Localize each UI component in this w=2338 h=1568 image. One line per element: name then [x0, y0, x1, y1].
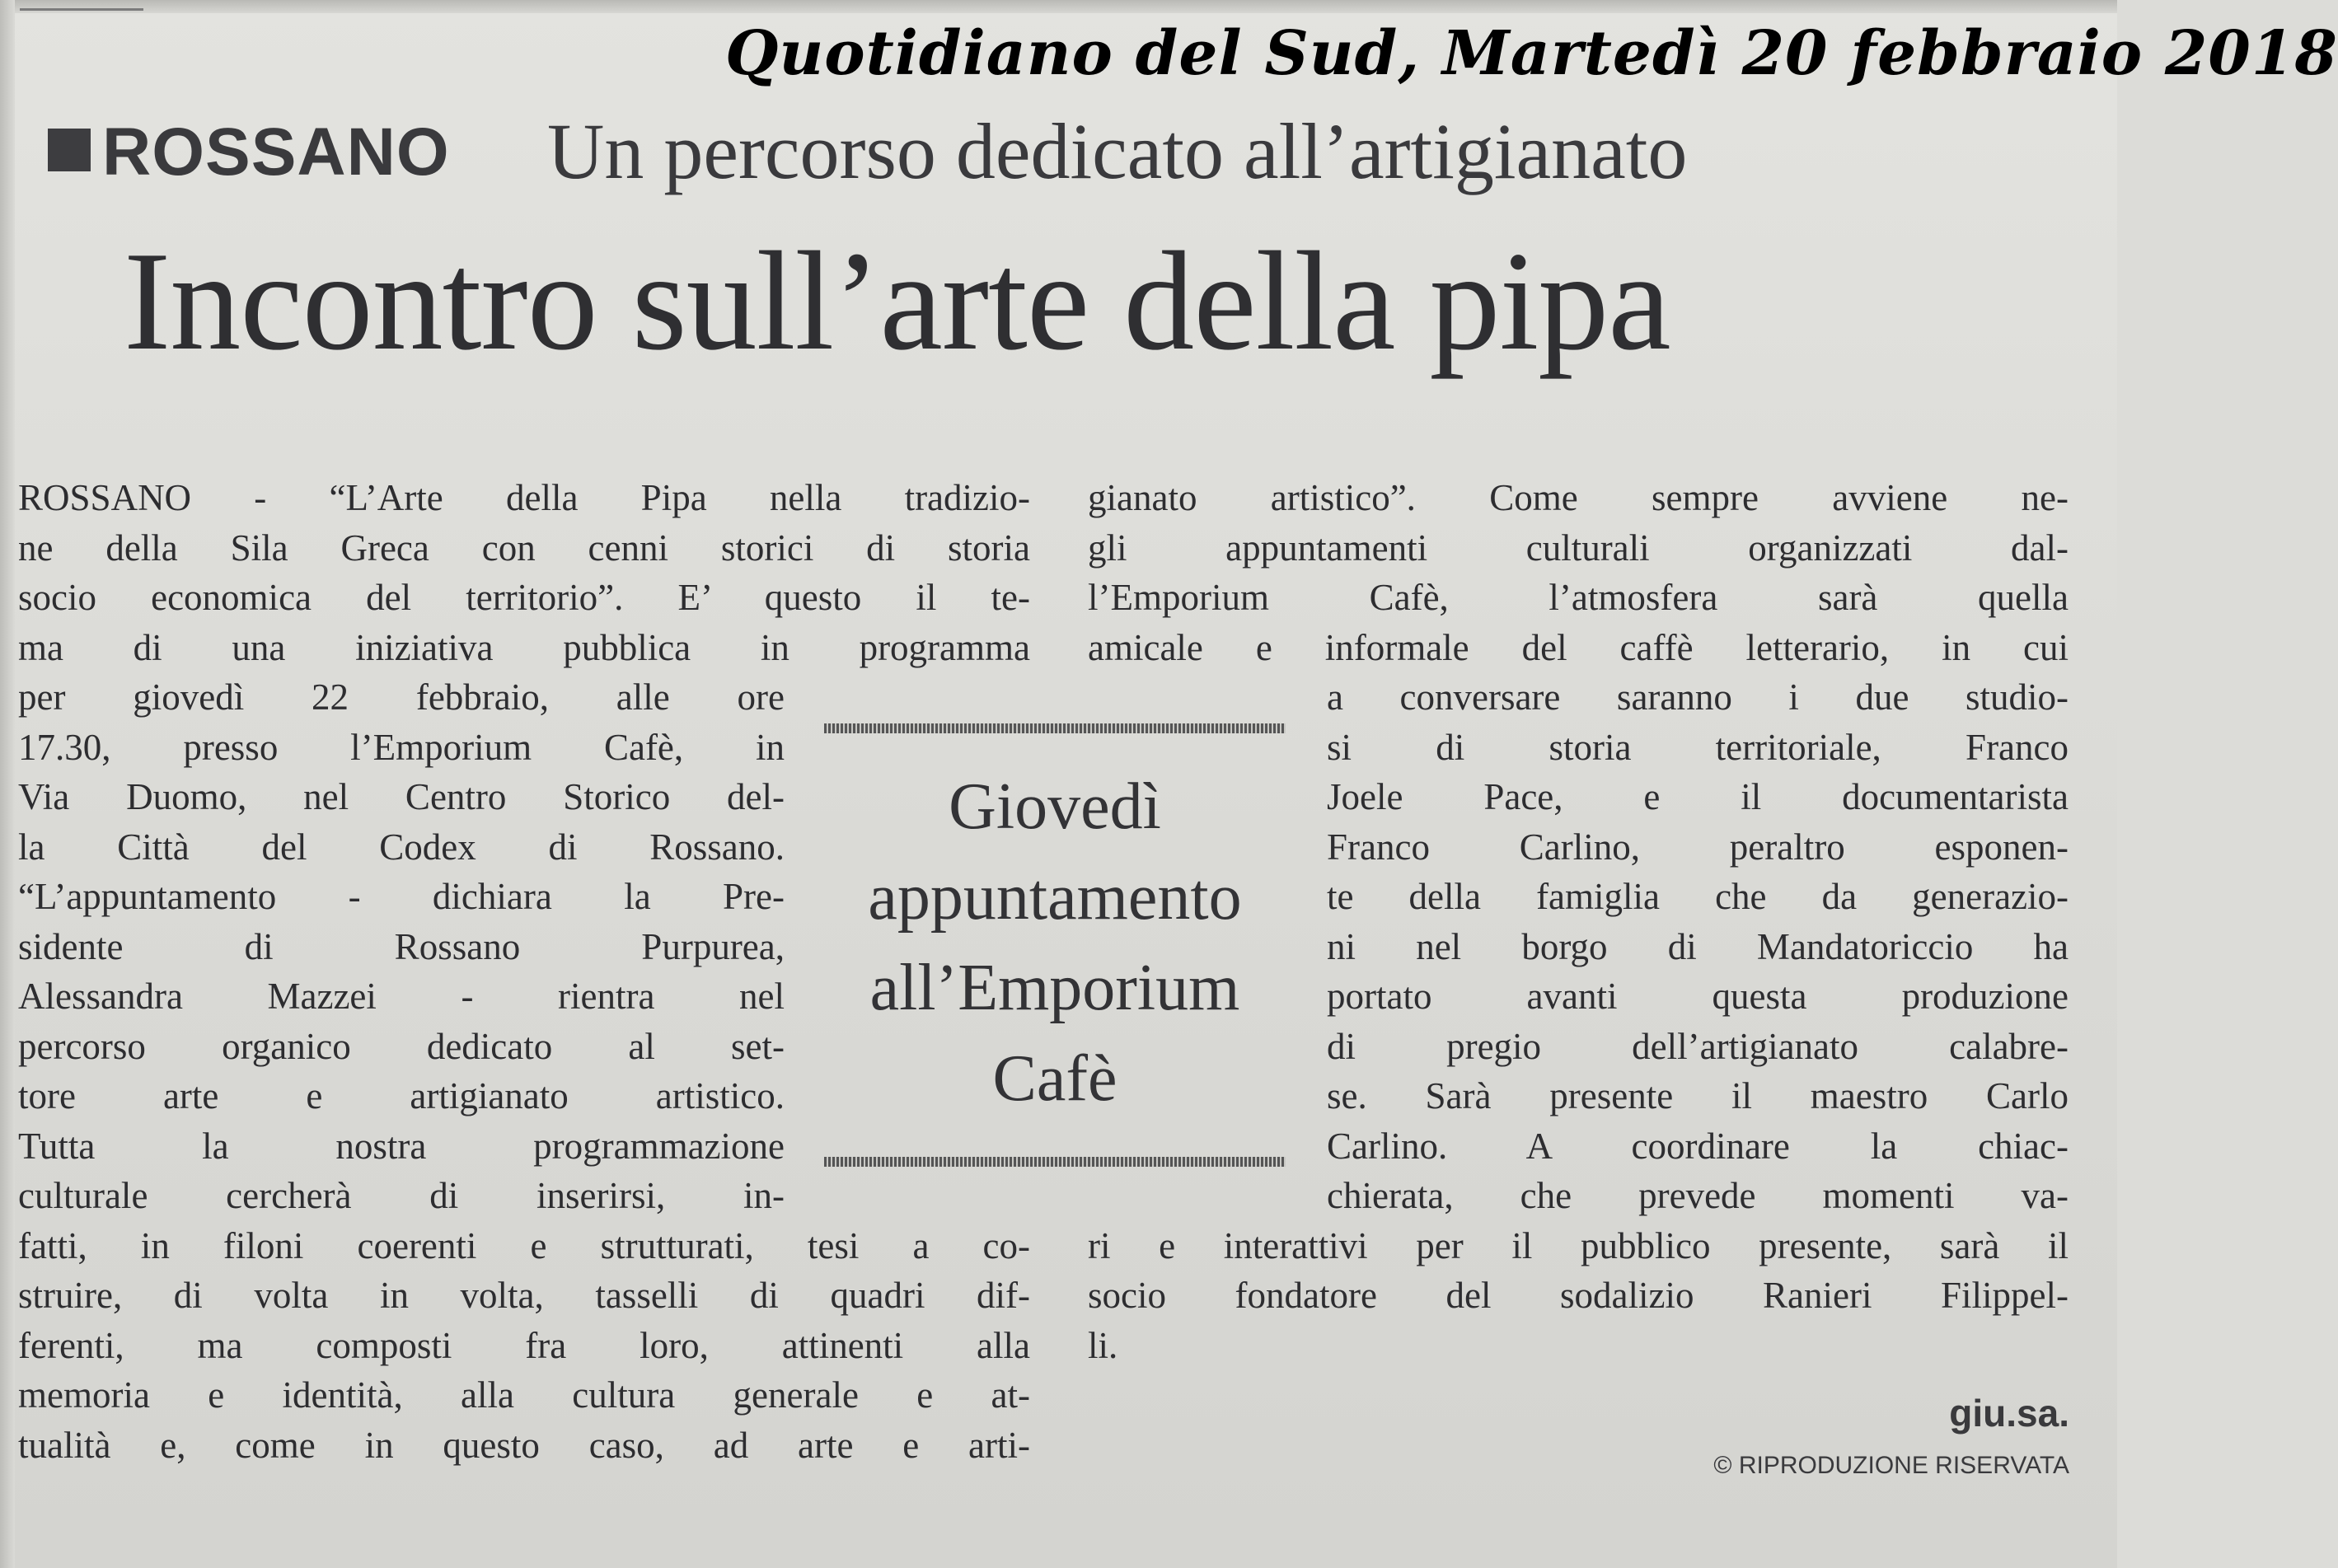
text-line: “L’appuntamento - dichiara la Pre-	[18, 876, 785, 917]
article-headline: Incontro sull’arte della pipa	[124, 223, 1670, 380]
text-line: di pregio dell’artigianato calabre-	[1327, 1025, 2069, 1067]
text-line: tualità e, come in questo caso, ad arte e arti-	[18, 1424, 1030, 1466]
corner-rule	[20, 8, 143, 19]
text-line: ferenti, ma composti fra loro, attinenti alla	[18, 1324, 1030, 1366]
pull-quote-rule-top	[824, 723, 1286, 733]
pull-quote-line: all’Emporium	[869, 952, 1240, 1024]
pull-quote-text	[824, 761, 1286, 1124]
text-line: se. Sarà presente il maestro Carlo	[1327, 1075, 2069, 1116]
article-subtitle: Un percorso dedicato all’artigianato	[547, 107, 1688, 195]
text-line: la Città del Codex di Rossano.	[18, 826, 785, 868]
text-line: ne della Sila Greca con cenni storici di storia	[18, 527, 1030, 569]
text-line: percorso organico dedicato al set-	[18, 1025, 785, 1067]
pull-quote-line: appuntamento	[868, 861, 1242, 934]
pull-quote-line: Cafè	[992, 1042, 1117, 1115]
text-line: li.	[1088, 1324, 1118, 1366]
text-line: ma di una iniziativa pubblica in programma	[18, 626, 1030, 668]
text-line: si di storia territoriale, Franco	[1327, 726, 2069, 768]
pull-quote	[824, 715, 1286, 1160]
text-line: Via Duomo, nel Centro Storico del-	[18, 776, 785, 817]
pull-quote-rule-bottom	[824, 1157, 1286, 1167]
text-line: Carlino. A coordinare la chiac-	[1327, 1125, 2069, 1167]
text-line: 17.30, presso l’Emporium Cafè, in	[18, 726, 785, 768]
text-line: Franco Carlino, peraltro esponen-	[1327, 826, 2069, 868]
text-line: struire, di volta in volta, tasselli di quadri dif-	[18, 1275, 1030, 1316]
text-line: sidente di Rossano Purpurea,	[18, 925, 785, 967]
text-line: Joele Pace, e il documentarista	[1327, 776, 2069, 817]
text-line: gianato artistico”. Come sempre avviene ne-	[1088, 477, 2069, 518]
section-place: ROSSANO	[102, 115, 450, 190]
text-line: te della famiglia che da generazio-	[1327, 876, 2069, 917]
text-line: socio economica del territorio”. E’ questo il te-	[18, 577, 1030, 618]
text-line: Tutta la nostra programmazione	[18, 1125, 785, 1167]
source-caption: Quotidiano del Sud, Martedì 20 febbraio 2018	[725, 18, 2338, 89]
section-square-icon	[48, 129, 91, 171]
page-fold-left	[0, 0, 15, 1568]
text-line: per giovedì 22 febbraio, alle ore	[18, 676, 785, 718]
text-line: culturale cercherà di inserirsi, in-	[18, 1175, 785, 1216]
text-line: amicale e informale del caffè letterario, in cui	[1088, 626, 2069, 668]
text-line: gli appuntamenti culturali organizzati dal-	[1088, 527, 2069, 569]
text-line: memoria e identità, alla cultura generale e at-	[18, 1374, 1030, 1416]
author-signature: giu.sa.	[1949, 1392, 2069, 1435]
text-line: fatti, in filoni coerenti e strutturati, tesi a co-	[18, 1224, 1030, 1266]
text-line: ROSSANO - “L’Arte della Pipa nella tradizio-	[18, 477, 1030, 518]
page-fold-top	[0, 0, 2117, 13]
text-line: tore arte e artigianato artistico.	[18, 1075, 785, 1116]
text-line: portato avanti questa produzione	[1327, 976, 2069, 1017]
text-line: ri e interattivi per il pubblico presente, sarà il	[1088, 1224, 2069, 1266]
copyright-notice: © RIPRODUZIONE RISERVATA	[1713, 1452, 2069, 1479]
text-line: chierata, che prevede momenti va-	[1327, 1175, 2069, 1216]
text-line: ni nel borgo di Mandatoriccio ha	[1327, 925, 2069, 967]
text-line: Alessandra Mazzei - rientra nel	[18, 976, 785, 1017]
text-line: a conversare saranno i due studio-	[1327, 676, 2069, 718]
text-line: socio fondatore del sodalizio Ranieri Filippel-	[1088, 1275, 2069, 1316]
pull-quote-line: Giovedì	[949, 770, 1161, 843]
text-line: l’Emporium Cafè, l’atmosfera sarà quella	[1088, 577, 2069, 618]
